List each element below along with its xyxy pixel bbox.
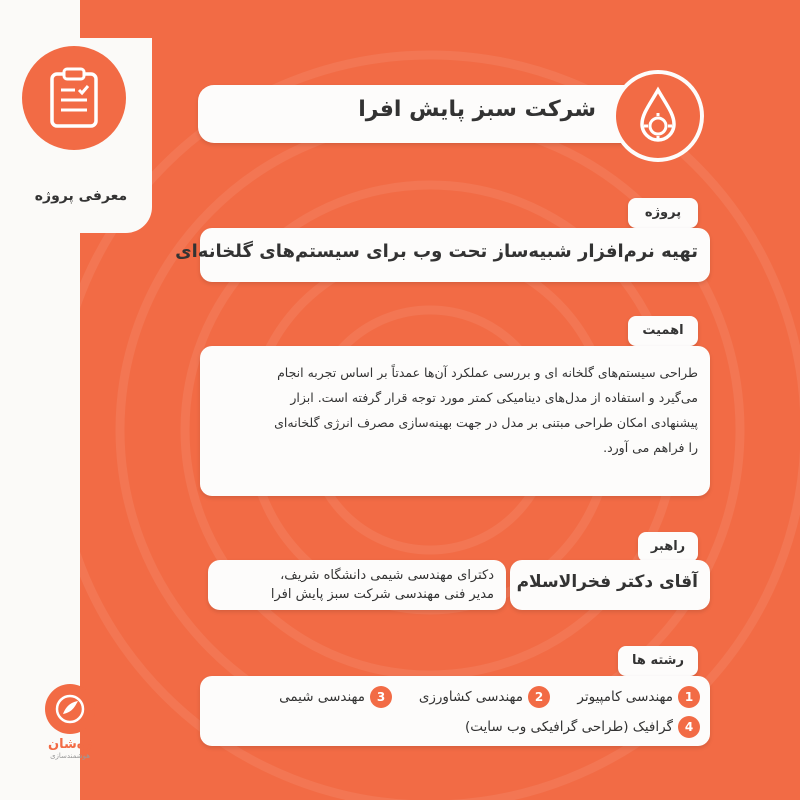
company-title: شرکت سبز پایش افرا	[358, 97, 596, 122]
field-number: 1	[678, 686, 700, 708]
importance-card	[200, 346, 710, 496]
brand-subtitle: هوشمندسازی	[50, 752, 90, 760]
brand-logo	[28, 684, 112, 760]
field-item	[577, 686, 700, 708]
advisor-name-card	[510, 560, 710, 610]
importance-text	[214, 360, 698, 460]
company-title-card	[198, 85, 678, 143]
field-number: 4	[678, 716, 700, 738]
advisor-description	[271, 566, 494, 604]
field-label: گرافیک (طراحی گرافیکی وب سایت)	[464, 719, 673, 735]
brand-icon	[45, 684, 95, 734]
intro-label: معرفی پروژه	[34, 188, 128, 204]
fields-card	[200, 676, 710, 746]
importance-line: را فراهم می آورد.	[603, 440, 698, 455]
brand-name: ره‌شان	[48, 737, 92, 752]
advisor-tag: راهبر	[638, 532, 698, 562]
field-item	[465, 716, 700, 738]
clipboard-badge	[22, 46, 126, 150]
project-title: تهیه نرم‌افزار شبیه‌ساز تحت وب برای سیستم‌های گلخانه‌ای	[175, 241, 698, 262]
fields-tag: رشته ها	[618, 646, 698, 676]
advisor-desc-line: مدیر فنی مهندسی شرکت سبز پایش افرا	[270, 587, 494, 602]
field-item	[279, 686, 392, 708]
field-label: مهندسی شیمی	[279, 689, 365, 705]
compass-icon	[53, 692, 87, 726]
project-card	[175, 228, 710, 282]
field-label: مهندسی کامپیوتر	[577, 689, 673, 705]
field-label: مهندسی کشاورزی	[418, 689, 523, 705]
advisor-desc-line: دکترای مهندسی شیمی دانشگاه شریف،	[280, 568, 494, 583]
field-number: 2	[528, 686, 550, 708]
project-tag: پروژه	[628, 198, 698, 228]
importance-tag: اهمیت	[628, 316, 698, 346]
drop-gear-icon	[630, 86, 686, 146]
clipboard-icon	[44, 66, 104, 130]
advisor-desc-card	[208, 560, 506, 610]
advisor-name: آقای دکتر فخرالاسلام	[516, 572, 698, 592]
company-logo	[612, 70, 704, 162]
importance-line: طراحی سیستم‌های گلخانه ای و بررسی عملکرد آن‌ها عمدتاً بر اساس تجربه انجام	[277, 365, 698, 380]
field-number: 3	[370, 686, 392, 708]
field-item	[419, 686, 550, 708]
importance-line: پیشنهادی امکان طراحی مبتنی بر مدل در جهت بهینه‌سازی مصرف انرژی گلخانه‌ای	[274, 415, 698, 430]
importance-line: می‌گیرد و استفاده از مدل‌های دینامیکی کمتر مورد توجه قرار گرفته است. ابزار	[290, 390, 698, 405]
